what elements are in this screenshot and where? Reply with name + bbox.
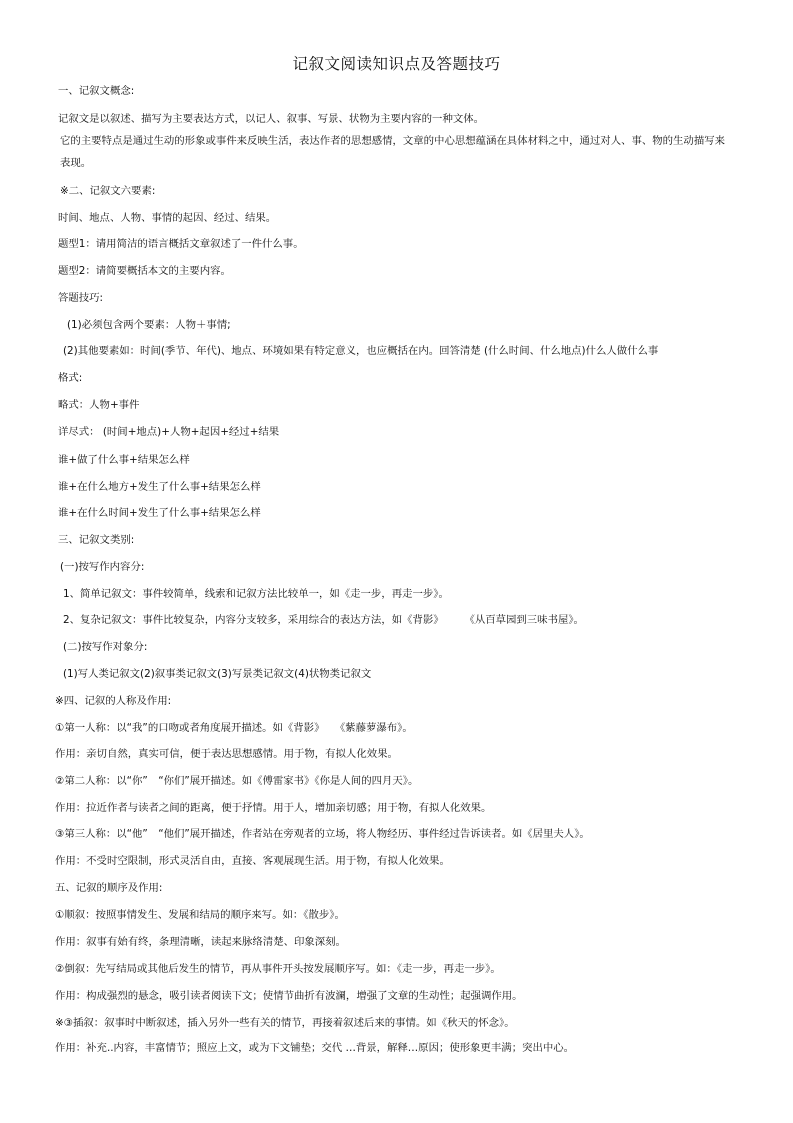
text-line: 五、记叙的顺序及作用: xyxy=(55,882,163,894)
text-line: 一、记叙文概念: xyxy=(58,85,135,97)
text-line: 三、记叙文类别: xyxy=(58,534,135,546)
text-line: 记叙文是以叙述、描写为主要表达方式，以记人、叙事、写景、状物为主要内容的一种文体。 xyxy=(58,113,485,125)
text-line: 作用：叙事有始有终，条理清晰，读起来脉络清楚、印象深刻。 xyxy=(55,936,346,948)
text-line: 作用：亲切自然，真实可信，便于表达思想感情。用于物，有拟人化效果。 xyxy=(55,748,398,760)
text-line: ※二、记叙文六要素: xyxy=(60,185,156,197)
text-line: ②倒叙：先写结局或其他后发生的情节，再从事件开头按发展顺序写。如：《走一步，再走一步》。 xyxy=(55,963,501,975)
text-line: ①第一人称：以“我”的口吻或者角度展开描述。如《背影》 《紫藤萝瀑布》。 xyxy=(55,722,413,734)
text-line: 题型2：请简要概括本文的主要内容。 xyxy=(58,265,231,277)
text-line: ②第二人称：以“你” “你们”展开描述。如《傅雷家书》《你是人间的四月天》。 xyxy=(55,775,419,787)
text-line: (一)按写作内容分: xyxy=(60,561,145,573)
text-line: 作用：拉近作者与读者之间的距离，便于抒情。用于人，增加亲切感；用于物，有拟人化效果。 xyxy=(55,802,492,814)
document-title: 记叙文阅读知识点及答题技巧 xyxy=(292,55,501,73)
text-line: 2、复杂记叙文：事件比较复杂，内容分支较多，采用综合的表达方法，如《背影》 《从百草园到三味书屋》。 xyxy=(63,614,584,626)
text-line: 谁+在什么地方+发生了什么事+结果怎么样 xyxy=(58,481,261,493)
text-line: (二)按写作对象分: xyxy=(63,641,148,653)
text-line: ③第三人称：以“他” “他们”展开描述，作者站在旁观者的立场，将人物经历、事件经过告诉读者。如《居里夫人》。 xyxy=(55,828,590,840)
text-line: 谁+做了什么事+结果怎么样 xyxy=(58,454,190,466)
text-line: ※四、记叙的人称及作用: xyxy=(55,695,172,707)
text-line: 作用：补充..内容，丰富情节；照应上文，或为下文铺垫；交代 …背景，解释…原因；使形象更丰满；突出中心。 xyxy=(55,1042,575,1054)
text-line: 答题技巧: xyxy=(58,292,104,304)
text-line: 谁+在什么时间+发生了什么事+结果怎么样 xyxy=(58,507,261,519)
text-line: 1、简单记叙文：事件较简单，线索和记叙方法比较单一，如《走一步，再走一步》。 xyxy=(63,588,449,600)
text-line: 作用：不受时空限制，形式灵活自由，直接、客观展现生活。用于物，有拟人化效果。 xyxy=(55,855,450,867)
text-line: (1)必须包含两个要素：人物＋事情; xyxy=(67,319,231,331)
text-line: 题型1：请用简洁的语言概括文章叙述了一件什么事。 xyxy=(58,238,304,250)
text-line: 它的主要特点是通过生动的形象或事件来反映生活，表达作者的思想感情，文章的中心思想蕴涵在具体材料之中，通过对人、事、物的生动描写来表现。 xyxy=(60,135,725,169)
text-line: ※③插叙：叙事时中断叙述，插入另外一些有关的情节，再接着叙述后来的事情。如《秋天的怀念》。 xyxy=(55,1017,515,1029)
text-line: (2)其他要素如：时间(季节、年代)、地点、环境如果有特定意义，也应概括在内。回答清楚 (什么时间、什么地点)什么人做什么事 xyxy=(63,345,659,357)
text-line: 时间、地点、人物、事情的起因、经过、结果。 xyxy=(58,212,277,224)
text-line: (1)写人类记叙文(2)叙事类记叙文(3)写景类记叙文(4)状物类记叙文 xyxy=(63,668,372,680)
text-line: ①顺叙：按照事情发生、发展和结局的顺序来写。如：《散步》。 xyxy=(55,909,345,921)
text-line: 略式：人物+事件 xyxy=(58,399,140,411)
text-line: 格式: xyxy=(58,372,83,384)
text-line: 详尽式： (时间+地点)+人物+起因+经过+结果 xyxy=(58,426,280,438)
text-line: 作用：构成强烈的悬念，吸引读者阅读下文；使情节曲折有波澜，增强了文章的生动性；起强调作用。 xyxy=(55,990,523,1002)
